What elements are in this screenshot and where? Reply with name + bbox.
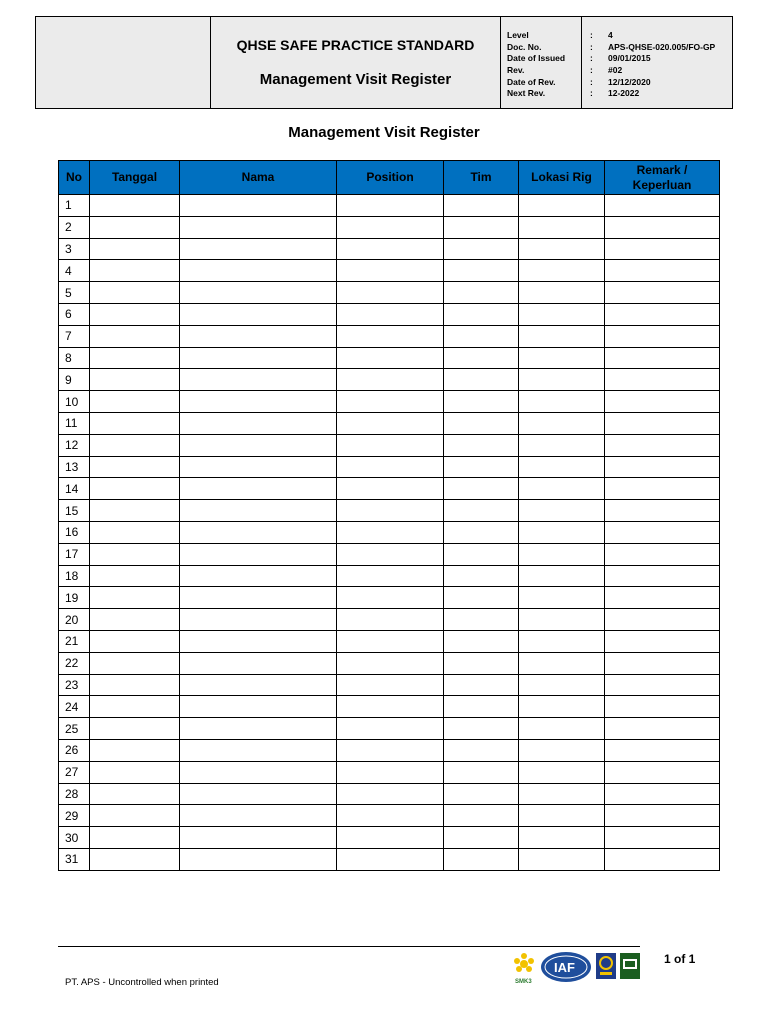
- cell-nama[interactable]: [180, 260, 337, 282]
- cell-position[interactable]: [337, 282, 444, 304]
- page-number: 1 of 1: [664, 952, 696, 966]
- table-row: [59, 827, 720, 849]
- cell-tim[interactable]: [444, 827, 519, 849]
- cell-nama[interactable]: [180, 282, 337, 304]
- cell-no: 6: [59, 303, 90, 325]
- cell-nama[interactable]: [180, 827, 337, 849]
- cell-lokasi-rig[interactable]: [519, 521, 605, 543]
- table-row: [59, 521, 720, 543]
- meta-colon: :: [590, 41, 593, 52]
- cell-no: 26: [59, 739, 90, 761]
- cell-tanggal[interactable]: [90, 543, 180, 565]
- cell-position[interactable]: [337, 434, 444, 456]
- cell-lokasi-rig[interactable]: [519, 783, 605, 805]
- meta-label-date-rev: Date of Rev.: [507, 76, 556, 87]
- col-header-nama: Nama: [180, 161, 337, 195]
- cell-remark[interactable]: [605, 543, 720, 565]
- cell-tim[interactable]: [444, 696, 519, 718]
- cell-tim[interactable]: [444, 609, 519, 631]
- cell-tim[interactable]: [444, 739, 519, 761]
- footer-note: PT. APS - Uncontrolled when printed: [65, 977, 219, 988]
- cell-lokasi-rig[interactable]: [519, 827, 605, 849]
- cell-tim[interactable]: [444, 630, 519, 652]
- cell-no: 4: [59, 260, 90, 282]
- cell-no: 17: [59, 543, 90, 565]
- cell-tim[interactable]: [444, 521, 519, 543]
- cell-remark[interactable]: [605, 347, 720, 369]
- cell-remark[interactable]: [605, 303, 720, 325]
- table-row: [59, 609, 720, 631]
- table-row: [59, 391, 720, 413]
- cell-tanggal[interactable]: [90, 325, 180, 347]
- cell-nama[interactable]: [180, 783, 337, 805]
- cell-remark[interactable]: [605, 565, 720, 587]
- cell-nama[interactable]: [180, 848, 337, 870]
- meta-colon: :: [590, 88, 593, 99]
- cell-remark[interactable]: [605, 674, 720, 696]
- cell-no: 14: [59, 478, 90, 500]
- cell-nama[interactable]: [180, 652, 337, 674]
- cell-remark[interactable]: [605, 238, 720, 260]
- cell-remark[interactable]: [605, 587, 720, 609]
- cell-tim[interactable]: [444, 848, 519, 870]
- cell-remark[interactable]: [605, 718, 720, 740]
- cell-lokasi-rig[interactable]: [519, 478, 605, 500]
- table-row: [59, 543, 720, 565]
- cell-no: 23: [59, 674, 90, 696]
- cell-lokasi-rig[interactable]: [519, 848, 605, 870]
- table-row: [59, 783, 720, 805]
- cell-no: 8: [59, 347, 90, 369]
- cell-lokasi-rig[interactable]: [519, 282, 605, 304]
- col-header-tanggal: Tanggal: [90, 161, 180, 195]
- cell-no: 21: [59, 630, 90, 652]
- table-row: [59, 325, 720, 347]
- meta-values: [582, 17, 732, 108]
- cell-tanggal[interactable]: [90, 696, 180, 718]
- cell-tanggal[interactable]: [90, 434, 180, 456]
- cell-position[interactable]: [337, 391, 444, 413]
- cell-lokasi-rig[interactable]: [519, 761, 605, 783]
- cell-nama[interactable]: [180, 391, 337, 413]
- smk3-logo-icon: [514, 953, 534, 985]
- cell-tanggal[interactable]: [90, 848, 180, 870]
- cell-tanggal[interactable]: [90, 478, 180, 500]
- cell-tanggal[interactable]: [90, 587, 180, 609]
- cell-lokasi-rig[interactable]: [519, 325, 605, 347]
- cell-lokasi-rig[interactable]: [519, 216, 605, 238]
- cell-no: 29: [59, 805, 90, 827]
- table-row: [59, 216, 720, 238]
- cell-nama[interactable]: [180, 674, 337, 696]
- table-row: [59, 303, 720, 325]
- document-header: [35, 16, 733, 109]
- cell-tim[interactable]: [444, 543, 519, 565]
- meta-label-level: Level: [507, 30, 529, 40]
- cell-tim[interactable]: [444, 412, 519, 434]
- cell-no: 18: [59, 565, 90, 587]
- cell-position[interactable]: [337, 739, 444, 761]
- cell-remark[interactable]: [605, 739, 720, 761]
- meta-value-doc-no: APS-QHSE-020.005/FO-GP: [608, 41, 716, 52]
- table-row: [59, 282, 720, 304]
- col-header-no: No: [59, 161, 90, 195]
- meta-colon: :: [590, 30, 593, 40]
- table-row: [59, 805, 720, 827]
- cell-no: 16: [59, 521, 90, 543]
- cell-tim[interactable]: [444, 783, 519, 805]
- cell-position[interactable]: [337, 456, 444, 478]
- cell-lokasi-rig[interactable]: [519, 238, 605, 260]
- cell-remark[interactable]: [605, 761, 720, 783]
- cell-tim[interactable]: [444, 195, 519, 217]
- cell-position[interactable]: [337, 565, 444, 587]
- cell-tanggal[interactable]: [90, 347, 180, 369]
- cell-position[interactable]: [337, 805, 444, 827]
- meta-label-rev: Rev.: [507, 65, 525, 76]
- cell-tanggal[interactable]: [90, 500, 180, 522]
- cell-nama[interactable]: [180, 521, 337, 543]
- table-row: [59, 260, 720, 282]
- meta-label-next-rev: Next Rev.: [507, 88, 546, 99]
- cell-no: 15: [59, 500, 90, 522]
- cell-nama[interactable]: [180, 609, 337, 631]
- cell-no: 9: [59, 369, 90, 391]
- cell-position[interactable]: [337, 609, 444, 631]
- cell-tanggal[interactable]: [90, 565, 180, 587]
- cell-lokasi-rig[interactable]: [519, 456, 605, 478]
- table-row: [59, 696, 720, 718]
- standard-title: QHSE SAFE PRACTICE STANDARD: [236, 37, 475, 53]
- document-title: Management Visit Register: [288, 124, 480, 141]
- cell-remark[interactable]: [605, 827, 720, 849]
- form-title: Management Visit Register: [259, 71, 452, 88]
- cell-no: 19: [59, 587, 90, 609]
- cell-remark[interactable]: [605, 282, 720, 304]
- cell-lokasi-rig[interactable]: [519, 805, 605, 827]
- cell-tim[interactable]: [444, 652, 519, 674]
- cell-tanggal[interactable]: [90, 369, 180, 391]
- cell-no: 24: [59, 696, 90, 718]
- cell-remark[interactable]: [605, 391, 720, 413]
- col-header-position: Position: [337, 161, 444, 195]
- cell-nama[interactable]: [180, 434, 337, 456]
- footer-divider: [58, 946, 640, 947]
- cell-tanggal[interactable]: [90, 195, 180, 217]
- cell-nama[interactable]: [180, 587, 337, 609]
- meta-value-rev: #02: [608, 65, 623, 76]
- cell-remark[interactable]: [605, 805, 720, 827]
- cell-no: 1: [59, 195, 90, 217]
- cell-tim[interactable]: [444, 347, 519, 369]
- cell-tim[interactable]: [444, 238, 519, 260]
- cell-tanggal[interactable]: [90, 238, 180, 260]
- cell-nama[interactable]: [180, 238, 337, 260]
- cell-nama[interactable]: [180, 739, 337, 761]
- cell-lokasi-rig[interactable]: [519, 587, 605, 609]
- cell-tanggal[interactable]: [90, 805, 180, 827]
- cell-nama[interactable]: [180, 216, 337, 238]
- table-row: [59, 500, 720, 522]
- cell-no: 20: [59, 609, 90, 631]
- meta-colon: :: [590, 76, 593, 87]
- cell-nama[interactable]: [180, 718, 337, 740]
- cell-tim[interactable]: [444, 369, 519, 391]
- cell-nama[interactable]: [180, 696, 337, 718]
- cell-nama[interactable]: [180, 456, 337, 478]
- cell-no: 2: [59, 216, 90, 238]
- iaf-logo-text: IAF: [554, 960, 575, 975]
- cell-tanggal[interactable]: [90, 282, 180, 304]
- cell-lokasi-rig[interactable]: [519, 739, 605, 761]
- cell-position[interactable]: [337, 652, 444, 674]
- cell-lokasi-rig[interactable]: [519, 718, 605, 740]
- cell-position[interactable]: [337, 478, 444, 500]
- cell-remark[interactable]: [605, 369, 720, 391]
- cell-tim[interactable]: [444, 565, 519, 587]
- cell-tim[interactable]: [444, 391, 519, 413]
- cell-no: 7: [59, 325, 90, 347]
- table-row: [59, 587, 720, 609]
- certification-mark-icon: [596, 953, 616, 979]
- cell-no: 13: [59, 456, 90, 478]
- meta-labels: [501, 17, 582, 108]
- smk3-logo-text: SMK3: [515, 979, 532, 985]
- cell-lokasi-rig[interactable]: [519, 434, 605, 456]
- cell-nama[interactable]: [180, 500, 337, 522]
- cell-no: 5: [59, 282, 90, 304]
- cell-lokasi-rig[interactable]: [519, 609, 605, 631]
- table-body: [59, 195, 720, 871]
- cell-nama[interactable]: [180, 369, 337, 391]
- cell-tim[interactable]: [444, 325, 519, 347]
- cell-tim[interactable]: [444, 761, 519, 783]
- cell-no: 30: [59, 827, 90, 849]
- cell-no: 27: [59, 761, 90, 783]
- cell-remark[interactable]: [605, 696, 720, 718]
- table-row: [59, 630, 720, 652]
- cell-tim[interactable]: [444, 303, 519, 325]
- cell-nama[interactable]: [180, 303, 337, 325]
- table-header-row: [59, 161, 720, 195]
- iaf-logo-icon: [541, 952, 591, 982]
- cell-lokasi-rig[interactable]: [519, 347, 605, 369]
- cell-tanggal[interactable]: [90, 260, 180, 282]
- table-row: [59, 761, 720, 783]
- cell-tanggal[interactable]: [90, 783, 180, 805]
- cell-tanggal[interactable]: [90, 718, 180, 740]
- cell-lokasi-rig[interactable]: [519, 391, 605, 413]
- cell-lokasi-rig[interactable]: [519, 630, 605, 652]
- cell-position[interactable]: [337, 630, 444, 652]
- visit-register-table: [58, 160, 720, 871]
- table-row: [59, 369, 720, 391]
- cell-lokasi-rig[interactable]: [519, 565, 605, 587]
- table-row: [59, 718, 720, 740]
- cell-tim[interactable]: [444, 282, 519, 304]
- cell-no: 10: [59, 391, 90, 413]
- table-row: [59, 434, 720, 456]
- cell-tanggal[interactable]: [90, 761, 180, 783]
- cell-position[interactable]: [337, 238, 444, 260]
- cell-nama[interactable]: [180, 347, 337, 369]
- cell-lokasi-rig[interactable]: [519, 543, 605, 565]
- meta-value-date-issued: 09/01/2015: [608, 53, 651, 64]
- cell-tanggal[interactable]: [90, 303, 180, 325]
- table-row: [59, 565, 720, 587]
- cell-position[interactable]: [337, 827, 444, 849]
- cell-position[interactable]: [337, 848, 444, 870]
- cell-position[interactable]: [337, 347, 444, 369]
- cell-remark[interactable]: [605, 195, 720, 217]
- cell-position[interactable]: [337, 412, 444, 434]
- cell-position[interactable]: [337, 216, 444, 238]
- table-row: [59, 195, 720, 217]
- cell-tanggal[interactable]: [90, 391, 180, 413]
- cell-no: 28: [59, 783, 90, 805]
- cell-tanggal[interactable]: [90, 412, 180, 434]
- cell-remark[interactable]: [605, 521, 720, 543]
- cell-position[interactable]: [337, 325, 444, 347]
- cell-nama[interactable]: [180, 805, 337, 827]
- table-row: [59, 478, 720, 500]
- cell-position[interactable]: [337, 718, 444, 740]
- meta-value-next-rev: 12-2022: [608, 88, 640, 99]
- cell-tanggal[interactable]: [90, 739, 180, 761]
- certification-logos: [510, 950, 642, 986]
- cell-remark[interactable]: [605, 456, 720, 478]
- cell-tim[interactable]: [444, 587, 519, 609]
- cell-tim[interactable]: [444, 674, 519, 696]
- cell-tim[interactable]: [444, 500, 519, 522]
- cell-remark[interactable]: [605, 478, 720, 500]
- cell-tanggal[interactable]: [90, 652, 180, 674]
- cell-tanggal[interactable]: [90, 827, 180, 849]
- table-row: [59, 739, 720, 761]
- cell-nama[interactable]: [180, 325, 337, 347]
- meta-value-level: 4: [608, 30, 613, 40]
- cell-remark[interactable]: [605, 434, 720, 456]
- meta-label-doc-no: Doc. No.: [507, 41, 542, 52]
- cell-no: 31: [59, 848, 90, 870]
- cell-lokasi-rig[interactable]: [519, 303, 605, 325]
- cell-tim[interactable]: [444, 805, 519, 827]
- cell-nama[interactable]: [180, 195, 337, 217]
- cell-nama[interactable]: [180, 478, 337, 500]
- cell-lokasi-rig[interactable]: [519, 260, 605, 282]
- cell-position[interactable]: [337, 543, 444, 565]
- meta-value-date-rev: 12/12/2020: [608, 76, 651, 87]
- cell-tanggal[interactable]: [90, 609, 180, 631]
- cell-lokasi-rig[interactable]: [519, 412, 605, 434]
- cell-no: 11: [59, 412, 90, 434]
- cell-remark[interactable]: [605, 652, 720, 674]
- cell-tim[interactable]: [444, 478, 519, 500]
- table-row: [59, 412, 720, 434]
- cell-position[interactable]: [337, 303, 444, 325]
- meta-label-date-issued: Date of Issued: [507, 53, 566, 64]
- cell-remark[interactable]: [605, 260, 720, 282]
- cell-position[interactable]: [337, 761, 444, 783]
- cell-tim[interactable]: [444, 216, 519, 238]
- cell-remark[interactable]: [605, 412, 720, 434]
- cell-position[interactable]: [337, 500, 444, 522]
- cell-no: 12: [59, 434, 90, 456]
- cell-position[interactable]: [337, 260, 444, 282]
- cell-remark[interactable]: [605, 783, 720, 805]
- cell-remark[interactable]: [605, 500, 720, 522]
- meta-colon: :: [590, 65, 593, 76]
- cell-nama[interactable]: [180, 543, 337, 565]
- cell-remark[interactable]: [605, 609, 720, 631]
- meta-colon: :: [590, 53, 593, 64]
- cell-position[interactable]: [337, 195, 444, 217]
- cell-position[interactable]: [337, 587, 444, 609]
- col-header-remark: Remark / Keperluan: [605, 161, 720, 195]
- cell-nama[interactable]: [180, 630, 337, 652]
- table-row: [59, 848, 720, 870]
- table-row: [59, 674, 720, 696]
- cell-no: 3: [59, 238, 90, 260]
- cell-lokasi-rig[interactable]: [519, 674, 605, 696]
- cell-tanggal[interactable]: [90, 674, 180, 696]
- cell-position[interactable]: [337, 521, 444, 543]
- cell-lokasi-rig[interactable]: [519, 696, 605, 718]
- cell-nama[interactable]: [180, 761, 337, 783]
- cell-tanggal[interactable]: [90, 630, 180, 652]
- table-row: [59, 456, 720, 478]
- cell-lokasi-rig[interactable]: [519, 652, 605, 674]
- kan-logo-icon: [620, 953, 640, 979]
- cell-position[interactable]: [337, 674, 444, 696]
- cell-no: 22: [59, 652, 90, 674]
- cell-tim[interactable]: [444, 718, 519, 740]
- cell-tim[interactable]: [444, 434, 519, 456]
- col-header-tim: Tim: [444, 161, 519, 195]
- cell-tanggal[interactable]: [90, 521, 180, 543]
- cell-position[interactable]: [337, 783, 444, 805]
- cell-tanggal[interactable]: [90, 456, 180, 478]
- cell-remark[interactable]: [605, 216, 720, 238]
- col-header-lokasi-rig: Lokasi Rig: [519, 161, 605, 195]
- cell-tim[interactable]: [444, 456, 519, 478]
- cell-no: 25: [59, 718, 90, 740]
- cell-position[interactable]: [337, 696, 444, 718]
- cell-remark[interactable]: [605, 630, 720, 652]
- table-row: [59, 347, 720, 369]
- cell-remark[interactable]: [605, 848, 720, 870]
- cell-lokasi-rig[interactable]: [519, 195, 605, 217]
- cell-remark[interactable]: [605, 325, 720, 347]
- cell-lokasi-rig[interactable]: [519, 500, 605, 522]
- cell-lokasi-rig[interactable]: [519, 369, 605, 391]
- cell-position[interactable]: [337, 369, 444, 391]
- company-logo-cell: [36, 17, 211, 108]
- table-row: [59, 238, 720, 260]
- header-title-cell: [211, 17, 501, 108]
- cell-tim[interactable]: [444, 260, 519, 282]
- cell-nama[interactable]: [180, 412, 337, 434]
- cell-tanggal[interactable]: [90, 216, 180, 238]
- cell-nama[interactable]: [180, 565, 337, 587]
- table-row: [59, 652, 720, 674]
